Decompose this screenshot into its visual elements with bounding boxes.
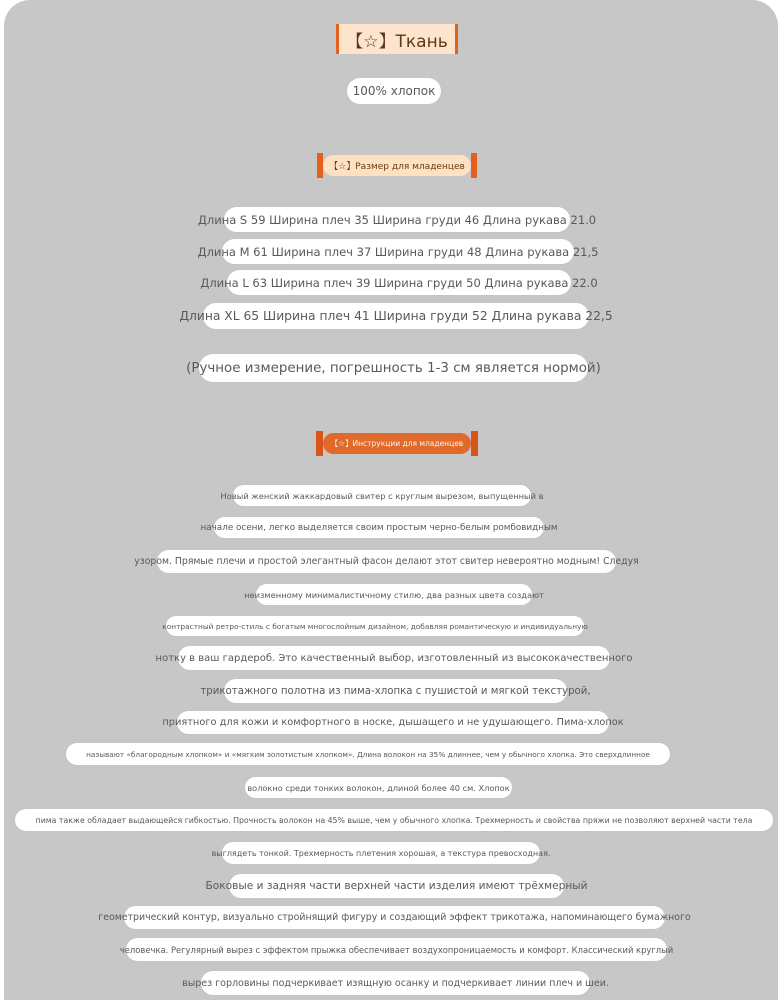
header-cap-left — [316, 431, 323, 456]
instruction-line: приятного для кожи и комфортного в носке, дышащего и не удушающего. Пима-хлопок — [177, 711, 609, 734]
instruction-line: неизменному минималистичному стилю, два разных цвета создают — [256, 584, 532, 605]
instructions-section-header — [316, 431, 478, 456]
instruction-line: вырез горловины подчеркивает изящную осанку и подчеркивает линии плеч и шеи. — [201, 971, 590, 995]
size-section-header — [317, 153, 477, 178]
instruction-line: узором. Прямые плечи и простой элегантный фасон делают этот свитер невероятно модным! Следуя — [157, 550, 616, 573]
instruction-line: Новый женский жаккардовый свитер с круглым вырезом, выпущенный в — [233, 485, 531, 506]
instruction-line: человечка. Регулярный вырез с эффектом прыжка обеспечивает воздухопроницаемость и комфорт. Классический круглый — [126, 938, 667, 961]
size-row-l: Длина L 63 Ширина плеч 39 Ширина груди 50 Длина рукава 22.0 — [227, 270, 571, 295]
instruction-line: начале осени, легко выделяется своим простым черно-белым ромбовидным — [214, 517, 544, 538]
header-cap-right — [471, 431, 478, 456]
fabric-material-label: 100% хлопок — [347, 78, 441, 104]
instruction-line: волокно среди тонких волокон, длиной более 40 см. Хлопок — [245, 777, 512, 798]
size-row-xl: Длина XL 65 Ширина плеч 41 Ширина груди 52 Длина рукава 22,5 — [203, 303, 589, 329]
header-cap-right — [471, 153, 477, 178]
instructions-section-title: 【☆】Инструкции для младенцев — [323, 433, 471, 454]
instruction-line: пима также обладает выдающейся гибкостью. Прочность волокон на 45% выше, чем у обычного хлопка. Трехмерность и свойства пряжи не позволяют верхней части тела — [15, 809, 773, 831]
instruction-line: Боковые и задняя части верхней части изделия имеют трёхмерный — [229, 874, 564, 898]
instruction-line: выглядеть тонкой. Трехмерность плетения хорошая, а текстура превосходная. — [222, 842, 540, 864]
size-row-m: Длина M 61 Ширина плеч 37 Ширина груди 48 Длина рукава 21,5 — [222, 239, 574, 264]
instruction-line: нотку в ваш гардероб. Это качественный выбор, изготовленный из высококачественного — [178, 646, 610, 670]
size-measurement-note: (Ручное измерение, погрешность 1-3 см является нормой) — [199, 354, 588, 382]
instruction-line: трикотажного полотна из пима-хлопка с пушистой и мягкой текстурой, — [224, 679, 567, 703]
size-row-s: Длина S 59 Ширина плеч 35 Ширина груди 46 Длина рукава 21.0 — [224, 207, 570, 232]
size-section-title: 【☆】Размер для младенцев — [323, 155, 471, 176]
instruction-line: называют «благородным хлопком» и «мягким золотистым хлопком». Длина волокон на 35% длиннее, чем у обычного хлопка. Это сверхдлинное — [66, 743, 670, 765]
instruction-line: контрастный ретро-стиль с богатым многослойным дизайном, добавляя романтическую и индивидуальную — [166, 616, 584, 636]
fabric-title: 【☆】Ткань — [336, 24, 458, 54]
instruction-line: геометрический контур, визуально стройнящий фигуру и создающий эффект трикотажа, напоминающего бумажного — [124, 906, 665, 929]
